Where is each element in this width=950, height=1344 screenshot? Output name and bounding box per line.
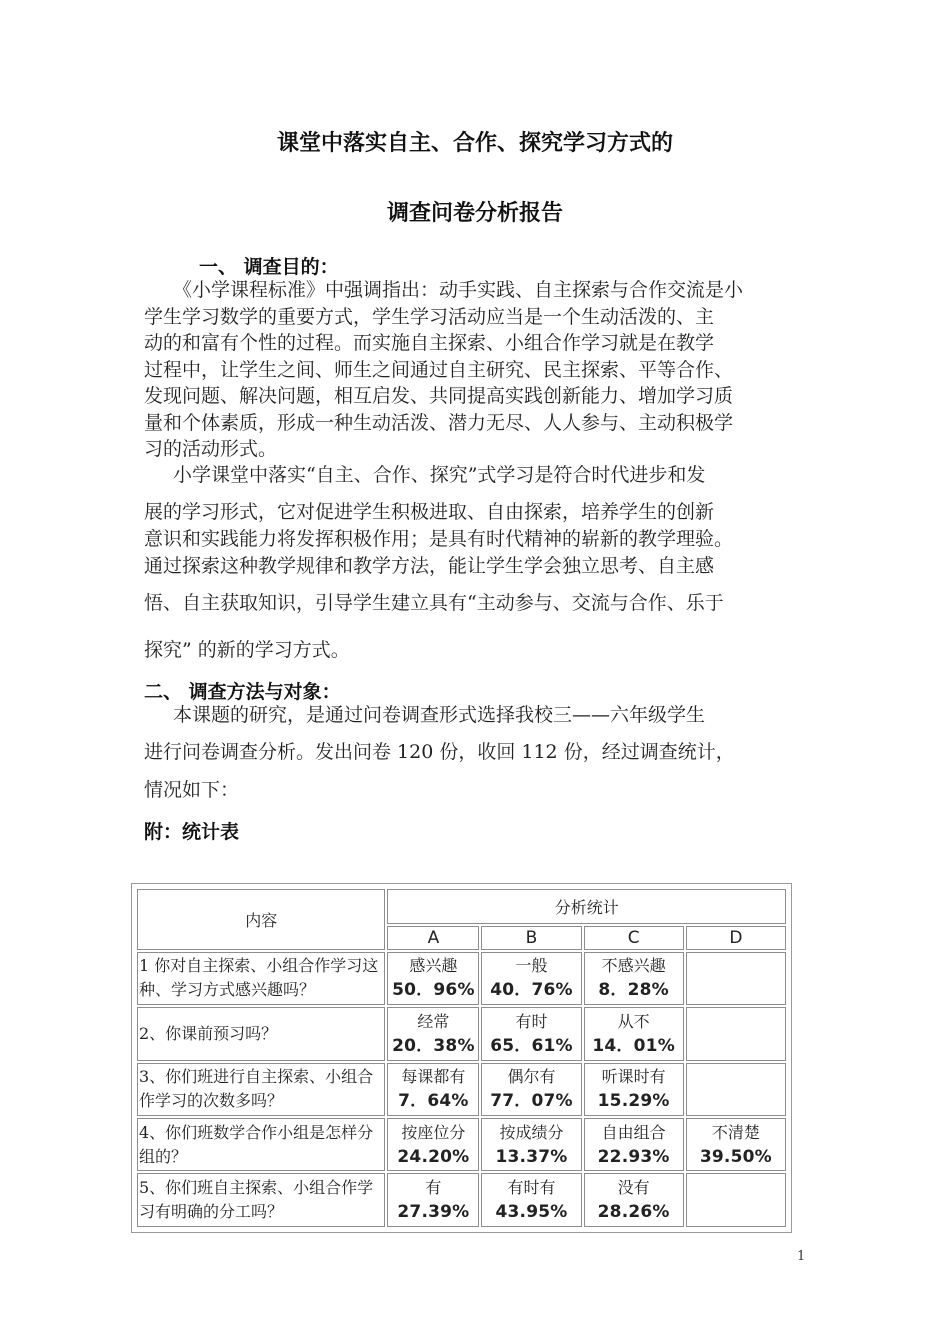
table-row: [137, 1063, 786, 1116]
text-line: 意识和实践能力将发挥积极作用；是具有时代精神的崭新的教学理验。: [144, 528, 734, 550]
column-b-header: B: [481, 926, 581, 950]
text-line: 悟、自主获取知识，引导学生建立具有“主动参与、交流与合作、乐于: [144, 592, 724, 614]
answer-label: 不清楚: [711, 1122, 760, 1142]
question-cell: 2、你课前预习吗？: [137, 1007, 385, 1060]
answer-cell: [481, 952, 581, 1005]
answer-percentage: 27.39%: [397, 1202, 470, 1223]
answer-cell: [686, 1173, 786, 1227]
text-line: 本课题的研究，是通过问卷调查形式选择我校三——六年级学生: [173, 704, 706, 726]
text-line: 量和个体素质，形成一种生动活泼、潜力无尽、人人参与、主动积极学: [144, 411, 734, 434]
text-line: 展的学习形式，它对促进学生积极进取、自由探索，培养学生的创新: [144, 501, 715, 523]
text-line: 习的活动形式。: [144, 438, 278, 460]
table-row: [137, 1118, 786, 1171]
answer-cell: [387, 1173, 479, 1227]
answer-label: 没有: [617, 1178, 650, 1198]
appendix-heading: 附：统计表: [144, 821, 240, 843]
answer-cell: [481, 1063, 581, 1116]
question-cell: 5、你们班自主探索、小组合作学习有明确的分工吗？: [137, 1173, 385, 1227]
question-cell: 3、你们班进行自主探索、小组合作学习的次数多吗？: [137, 1063, 385, 1116]
answer-percentage: 50．96%: [392, 980, 475, 1001]
answer-cell: [686, 1063, 786, 1116]
text-line: 探究” 的新的学习方式。: [144, 639, 350, 661]
column-c-header: C: [584, 926, 684, 950]
text-line: 动的和富有个性的过程。而实施自主探索、小组合作学习就是在教学: [144, 332, 715, 354]
answer-cell: [584, 952, 684, 1005]
answer-percentage: 8．28%: [598, 980, 669, 1001]
answer-cell: [387, 1118, 479, 1171]
answer-cell: [686, 1118, 786, 1171]
text-line: 通过探索这种教学规律和教学方法，能让学生学会独立思考、自主感: [144, 555, 715, 577]
answer-percentage: 14．01%: [592, 1035, 675, 1056]
text-line: 《小学课程标准》中强调指出：动手实践、自主探索与合作交流是小: [173, 279, 744, 301]
header-analysis: 分析统计: [387, 889, 786, 924]
answer-label: 一般: [515, 956, 548, 976]
header-content: 内容: [137, 889, 385, 950]
page-number: 1: [797, 1249, 806, 1264]
answer-label: 有时有: [507, 1178, 556, 1198]
answer-cell: [481, 1007, 581, 1060]
table-row: [137, 952, 786, 1005]
text-line: 过程中，让学生之间、师生之间通过自主研究、民主探索、平等合作、: [144, 358, 734, 381]
answer-percentage: 22.93%: [597, 1146, 670, 1167]
section1-paragraph-1: [144, 277, 814, 463]
answer-percentage: 28.26%: [597, 1202, 670, 1223]
text-line: 情况如下：: [144, 779, 240, 801]
answer-cell: [584, 1118, 684, 1171]
text-line: 进行问卷调查分析。发出问卷 120 份，收回 112 份，经过调查统计，: [144, 741, 735, 763]
answer-cell: [584, 1007, 684, 1060]
column-a-header: A: [387, 926, 479, 950]
section2-paragraph: [144, 702, 814, 804]
answer-label: 听课时有: [601, 1067, 666, 1087]
answer-cell: [481, 1173, 581, 1227]
answer-percentage: 20．38%: [392, 1035, 475, 1056]
answer-percentage: 15.29%: [597, 1091, 670, 1112]
answer-label: 从不: [617, 1011, 650, 1031]
title-line-1: 课堂中落实自主、合作、探究学习方式的: [276, 131, 673, 156]
answer-percentage: 65．61%: [490, 1035, 573, 1056]
answer-cell: [387, 952, 479, 1005]
section1-heading: 一、 调查目的：: [199, 256, 339, 278]
answer-cell: [686, 952, 786, 1005]
answer-label: 每课都有: [401, 1067, 466, 1087]
text-line: 发现问题、解决问题，相互启发、共同提高实践创新能力、增加学习质: [144, 385, 734, 407]
answer-cell: [387, 1063, 479, 1116]
answer-cell: [584, 1063, 684, 1116]
question-cell: 4、你们班数学合作小组是怎样分组的？: [137, 1118, 385, 1171]
answer-label: 感兴趣: [409, 956, 458, 976]
answer-cell: [481, 1118, 581, 1171]
question-cell: 1 你对自主探索、小组合作学习这种、学习方式感兴趣吗？: [137, 952, 385, 1005]
answer-label: 按成绩分: [499, 1122, 564, 1142]
answer-label: 不感兴趣: [601, 956, 666, 976]
section2-heading: 二、 调查方法与对象：: [144, 681, 341, 703]
answer-label: 按座位分: [401, 1122, 466, 1142]
answer-label: 自由组合: [601, 1122, 666, 1142]
text-line: 小学课堂中落实“自主、合作、探究”式学习是符合时代进步和发: [173, 464, 706, 486]
answer-cell: [686, 1007, 786, 1060]
answer-cell: [584, 1173, 684, 1227]
statistics-table-grid: [135, 887, 788, 1229]
answer-label: 有时: [515, 1011, 548, 1031]
title-line-2: 调查问卷分析报告: [386, 201, 563, 226]
answer-percentage: 39.50%: [699, 1146, 772, 1167]
answer-percentage: 13.37%: [495, 1146, 568, 1167]
section1-paragraph-2: [144, 462, 814, 664]
statistics-table: [131, 883, 792, 1233]
answer-percentage: 40．76%: [490, 980, 573, 1001]
answer-percentage: 24.20%: [397, 1146, 470, 1167]
answer-cell: [387, 1007, 479, 1060]
text-line: 学生学习数学的重要方式，学生学习活动应当是一个生动活泼的、主: [144, 305, 715, 328]
answer-percentage: 77．07%: [490, 1091, 573, 1112]
column-d-header: D: [686, 926, 786, 950]
answer-percentage: 7．64%: [398, 1091, 469, 1112]
table-row: [137, 1173, 786, 1227]
answer-label: 有: [425, 1178, 442, 1198]
answer-label: 偶尔有: [507, 1067, 556, 1087]
answer-percentage: 43.95%: [495, 1202, 568, 1223]
table-row: [137, 1007, 786, 1060]
answer-label: 经常: [417, 1011, 450, 1031]
